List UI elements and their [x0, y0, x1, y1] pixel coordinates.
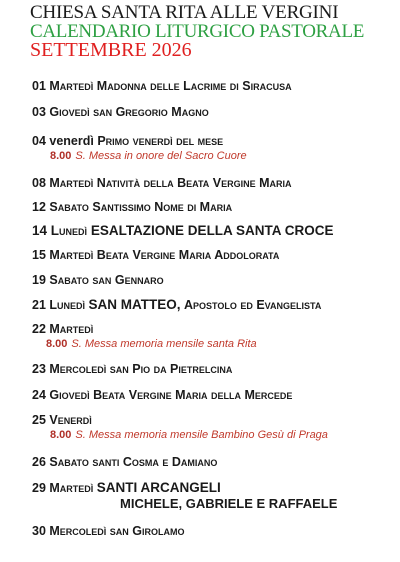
entry-title: santi Cosma e Damiano: [92, 455, 218, 469]
entry-day: 01: [32, 79, 46, 93]
entry-title: Beata Vergine Maria della Mercede: [93, 388, 293, 402]
entry-note: [50, 428, 328, 442]
entry-note: [50, 149, 247, 163]
entry-day: 19: [32, 273, 46, 287]
entry-weekday: venerdì: [49, 134, 94, 148]
calendar-entry: [32, 223, 334, 238]
entry-day: 03: [32, 105, 46, 119]
entry-day: 26: [32, 455, 46, 469]
entry-title: Natività della Beata Vergine Maria: [96, 176, 292, 190]
calendar-entry: [32, 200, 232, 215]
entry-day: 15: [32, 248, 46, 262]
entry-title: Santissimo Nome di Maria: [92, 200, 233, 214]
entry-time: 8.00: [50, 150, 72, 162]
entry-day: 23: [32, 362, 46, 376]
entry-title: SANTI ARCANGELI: [96, 480, 221, 495]
entry-title: san Gennaro: [92, 273, 164, 287]
entry-day: 21: [32, 298, 46, 312]
entry-weekday: Sabato: [49, 455, 89, 469]
calendar-entry: [32, 455, 217, 470]
entry-weekday: Martedì: [49, 79, 94, 93]
calendar-entry: [32, 524, 185, 539]
entry-time: 8.00: [46, 338, 68, 350]
calendar-entry: [32, 248, 279, 263]
calendar-title: CALENDARIO LITURGICO PASTORALE: [30, 21, 365, 42]
church-name: CHIESA SANTA RITA ALLE VERGINI: [30, 2, 339, 23]
entry-day: 24: [32, 388, 46, 402]
entry-weekday: Martedì: [49, 481, 94, 495]
entry-weekday: Lunedì: [50, 223, 88, 238]
entry-day: 25: [32, 413, 46, 427]
entry-day: 30: [32, 524, 46, 538]
calendar-entry: [32, 297, 321, 313]
entry-weekday: Giovedì: [49, 388, 90, 402]
entry-title: ESALTAZIONE DELLA SANTA CROCE: [90, 223, 334, 238]
entry-time: 8.00: [50, 429, 72, 441]
entry-weekday: Martedì: [49, 322, 94, 336]
calendar-entry: [32, 134, 247, 163]
calendar-entry: [32, 322, 257, 351]
calendar-entry: [32, 176, 292, 191]
entry-day: 12: [32, 200, 46, 214]
calendar-header: [30, 3, 364, 60]
entry-title: Beata Vergine Maria Addolorata: [96, 248, 280, 262]
entry-title: san Girolamo: [109, 524, 185, 538]
calendar-entry: [32, 105, 209, 120]
entry-weekday: Lunedì: [49, 298, 86, 312]
calendar-entry: [32, 273, 164, 288]
entry-title: san Pio da Pietrelcina: [109, 362, 233, 376]
entry-weekday: Martedì: [49, 248, 94, 262]
entry-title: san Gregorio Magno: [93, 105, 209, 119]
calendar-entry: [32, 79, 292, 94]
entry-weekday: Giovedì: [49, 105, 90, 119]
entry-day: 22: [32, 322, 46, 336]
entry-title: Madonna delle Lacrime di Siracusa: [96, 79, 292, 93]
entry-day: 14: [32, 223, 48, 238]
entry-title: SAN MATTEO,: [88, 297, 181, 312]
entry-weekday: Venerdì: [49, 413, 92, 427]
month-title: SETTEMBRE 2026: [30, 39, 192, 61]
entry-weekday: Martedì: [49, 176, 94, 190]
entry-note-text: S. Messa in onore del Sacro Cuore: [75, 150, 247, 162]
calendar-entry: [32, 480, 337, 512]
entry-title-rest: Apostolo ed Evangelista: [184, 298, 322, 312]
entry-day: 04: [32, 134, 46, 148]
entry-weekday: Mercoledì: [49, 524, 107, 538]
calendar-entry: [32, 388, 292, 403]
calendar-entry: [32, 413, 328, 442]
entry-note: [46, 337, 257, 351]
entry-title: Primo venerdì del mese: [97, 134, 224, 148]
entry-day: 29: [32, 481, 46, 495]
entry-weekday: Sabato: [49, 200, 89, 214]
entry-note-text: S. Messa memoria mensile santa Rita: [71, 338, 257, 350]
calendar-entry: [32, 362, 232, 377]
entry-note-text: S. Messa memoria mensile Bambino Gesù di Praga: [75, 429, 328, 441]
entry-weekday: Sabato: [49, 273, 89, 287]
entry-title-line2: MICHELE, GABRIELE E RAFFAELE: [120, 496, 338, 511]
entry-weekday: Mercoledì: [49, 362, 107, 376]
entry-day: 08: [32, 176, 46, 190]
